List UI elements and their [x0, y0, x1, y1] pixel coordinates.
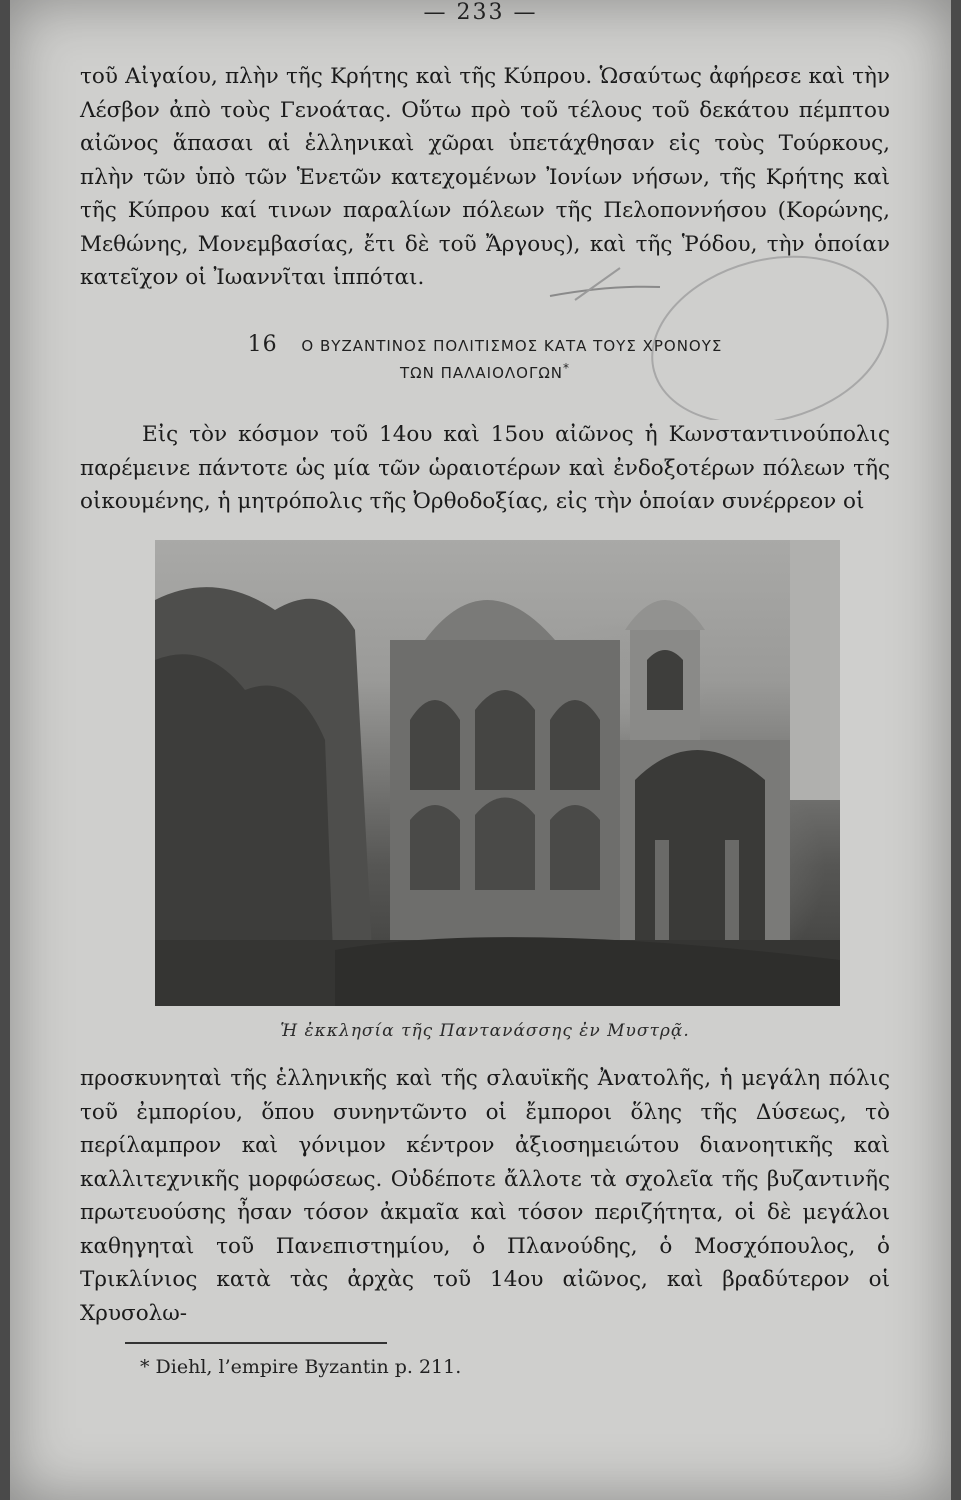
intro-paragraph: Εἰς τὸν κόσμον τοῦ 14ου καὶ 15ου αἰῶνος ἡ Κωνσταντινούπολις παρέμεινε πάντοτε ὡς μία τῶν ὡραιοτέρων καὶ ἐνδοξοτέρων πόλεων τῆς οἰκουμένης, ἡ μητρόπολις τῆς Ὀρθοδοξίας, εἰς τὴν ὁποίαν συνέρρεον οἱ — [80, 422, 890, 514]
book-page — [10, 0, 951, 1500]
section-title-line2: ΤΩΝ ΠΑΛΑΙΟΛΟΓΩΝ — [399, 364, 563, 382]
church-photograph — [155, 540, 840, 1006]
figure-caption: Ἡ ἐκκλησία τῆς Παντανάσσης ἐν Μυστρᾷ. — [280, 1021, 690, 1041]
page-number: — 233 — — [423, 0, 538, 25]
section-heading — [80, 332, 890, 382]
intro-paragraph-block — [80, 418, 890, 519]
section-title-line1: Ο ΒΥΖΑΝΤΙΝΟΣ ΠΟΛΙΤΙΣΜΟΣ ΚΑΤΑ ΤΟΥΣ ΧΡΟΝΟΥΣ — [301, 337, 723, 355]
footnote-divider — [125, 1342, 387, 1344]
footnote-mark: * — [563, 361, 570, 375]
after-paragraph: προσκυνηταὶ τῆς ἑλληνικῆς καὶ τῆς σλαυϊκῆς Ἀνατολῆς, ἡ μεγάλη πόλις τοῦ ἐμπορίου, ὅπου συνηντῶντο οἱ ἔμποροι ὅλης τῆς Δύσεως, τὸ περίλαμπρον καὶ γόνιμον κέντρον ἀξιοσημειώτου διανοητικῆς καὶ καλλιτεχνικῆς μορφώσεως. Οὐδέποτε ἄλλοτε τὰ σχολεῖα τῆς βυζαντινῆς πρωτευούσης ἦσαν τόσον ἀκμαῖα καὶ τόσον περιζήτητα, οἱ δὲ μεγάλοι καθηγηταὶ τοῦ Πανεπιστημίου, ὁ Πλανούδης, ὁ Μοσχόπουλος, ὁ Τρικλίνιος κατὰ τὰς ἀρχὰς τοῦ 14ου αἰῶνος, καὶ βραδύτερον οἱ Χρυσολω- — [80, 1066, 890, 1326]
after-paragraph-block — [80, 1062, 890, 1330]
section-number: 16 — [247, 332, 278, 357]
top-paragraph: τοῦ Αἰγαίου, πλὴν τῆς Κρήτης καὶ τῆς Κύπρου. Ὡσαύτως ἀφήρεσε καὶ τὴν Λέσβον ἀπὸ τοὺς Γενοάτας. Οὕτω πρὸ τοῦ τέλους τοῦ δεκάτου πέμπτου αἰῶνος ἅπασαι αἱ ἑλληνικαὶ χῶραι ὑπετάχθησαν εἰς τοὺς Τούρκους, πλὴν τῶν ὑπὸ τῶν Ἑνετῶν κατεχομένων Ἰονίων νήσων, τῆς Κρήτης καὶ τῆς Κύπρου καί τινων παραλίων πόλεων τῆς Πελοποννήσου (Κορώνης, Μεθώνης, Μονεμβασίας, ἔτι δὲ τοῦ Ἄργους), καὶ τῆς Ῥόδου, τὴν ὁποίαν κατεῖχον οἱ Ἰωαννῖται ἱππόται. — [80, 64, 890, 290]
footnote: * Diehl, l’empire Byzantin p. 211. — [140, 1356, 462, 1378]
